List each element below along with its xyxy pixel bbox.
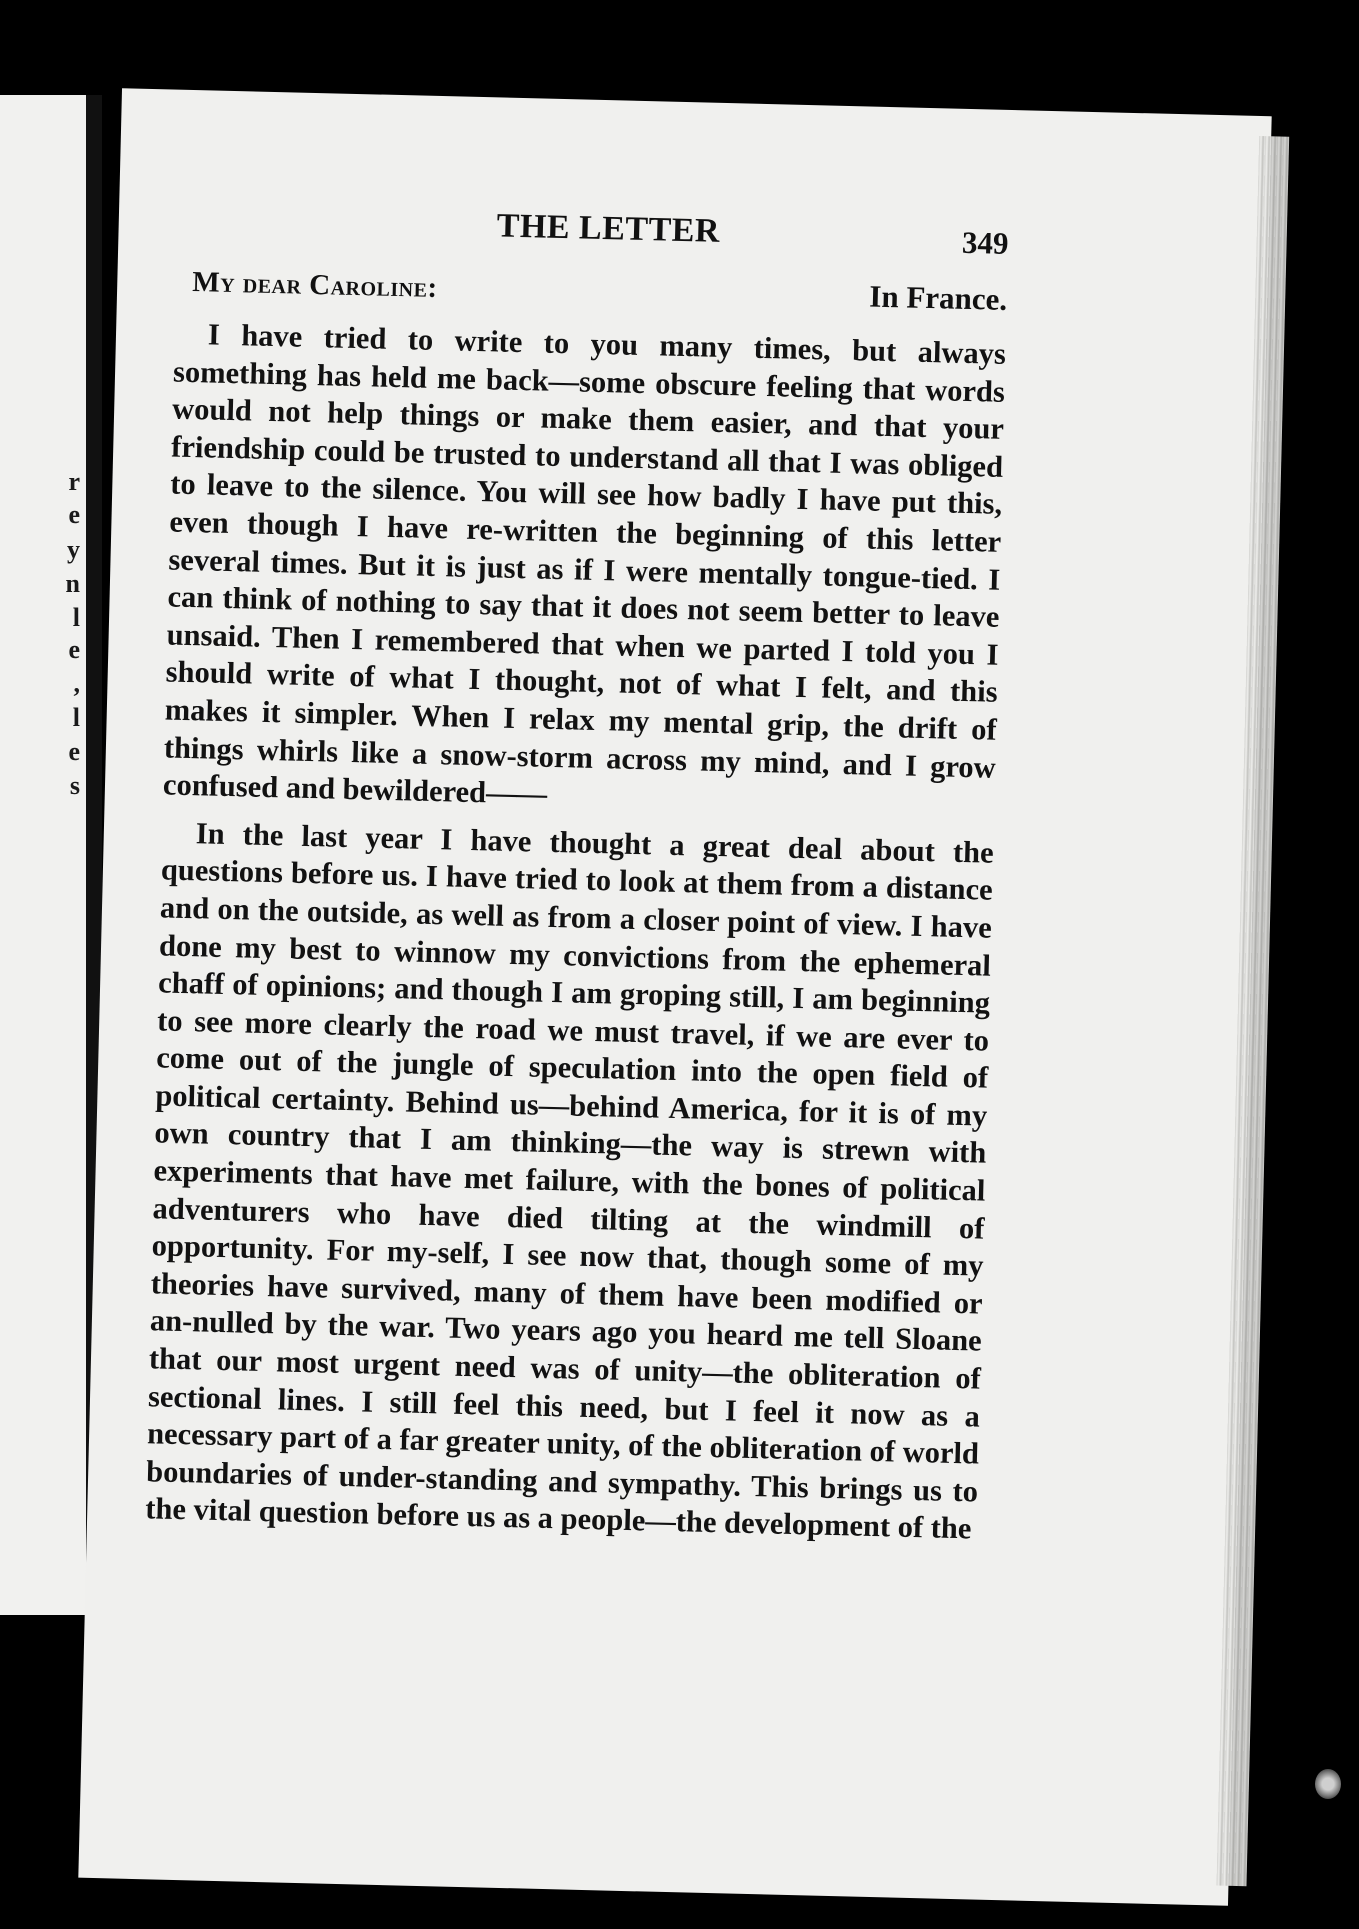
edge-letter: e (68, 635, 80, 664)
facing-page-edge (0, 95, 86, 1615)
letter-body (145, 316, 1007, 1559)
edge-letter: e (68, 500, 80, 529)
edge-letter: e (68, 737, 80, 766)
salutation: My dear Caroline: (191, 265, 439, 304)
page-number: 349 (961, 224, 1009, 261)
book-page (78, 88, 1271, 1906)
corner-ornament (1315, 1769, 1341, 1799)
edge-letter: n (65, 569, 80, 598)
edge-letter: , (73, 669, 80, 698)
letter-opening (192, 266, 1008, 326)
edge-letter: y (67, 535, 80, 564)
page-header (248, 201, 1009, 270)
edge-letter: r (68, 467, 80, 496)
paragraph: I have tried to write to you many times, but always something has held me back—some obscure feeling that words would not help things or make them easier, and that your friendship could be trusted to understand all that I was obliged to leave to the silence. You will see how badly I have put this, even though I have re-written the beginning of this letter several times. But it is just as if I were mentally tongue-tied. I can think of nothing to say that it does not seem better to leave unsaid. Then I remembered that when we parted I told you I should write of what I thought, not of what I felt, and this makes it simpler. When I relax my mental grip, the drift of things whirls like a snow-storm across my mind, and I grow confused and bewildered—— (162, 317, 1007, 811)
place-line: In France. (868, 278, 1008, 317)
page-edges (1216, 136, 1289, 1886)
edge-letter: s (69, 771, 80, 800)
edge-letter: l (72, 603, 80, 632)
edge-letter: l (72, 703, 80, 732)
paragraph: In the last year I have thought a great deal about the questions before us. I have tried to look at them from a distance and on the outside, as well as from a closer point of view. I have done my best to winnow my convictions from the ephemeral chaff of opinions; and though I am groping still, I am beginning to see more clearly the road we must travel, if we are ever to come out of the jungle of speculation into the open field of political certainty. Behind us—behind America, for it is of my own country that I am thinking—the way is strewn with experiments that have met failure, with the bones of political adventurers who have died tilting at the windmill of opportunity. For my-self, I see now that, though some of my theories have survived, many of them have been modified or an-nulled by the war. Two years ago you heard me tell Sloane that our most urgent need was of unity—the obliteration of sectional lines. I still feel this need, but I feel it now as a necessary part of a far greater unity, of the obliteration of world boundaries of under-standing and sympathy. This brings us to the vital question before us as a people—the development of the (144, 815, 995, 1546)
running-head: THE LETTER (496, 207, 721, 250)
